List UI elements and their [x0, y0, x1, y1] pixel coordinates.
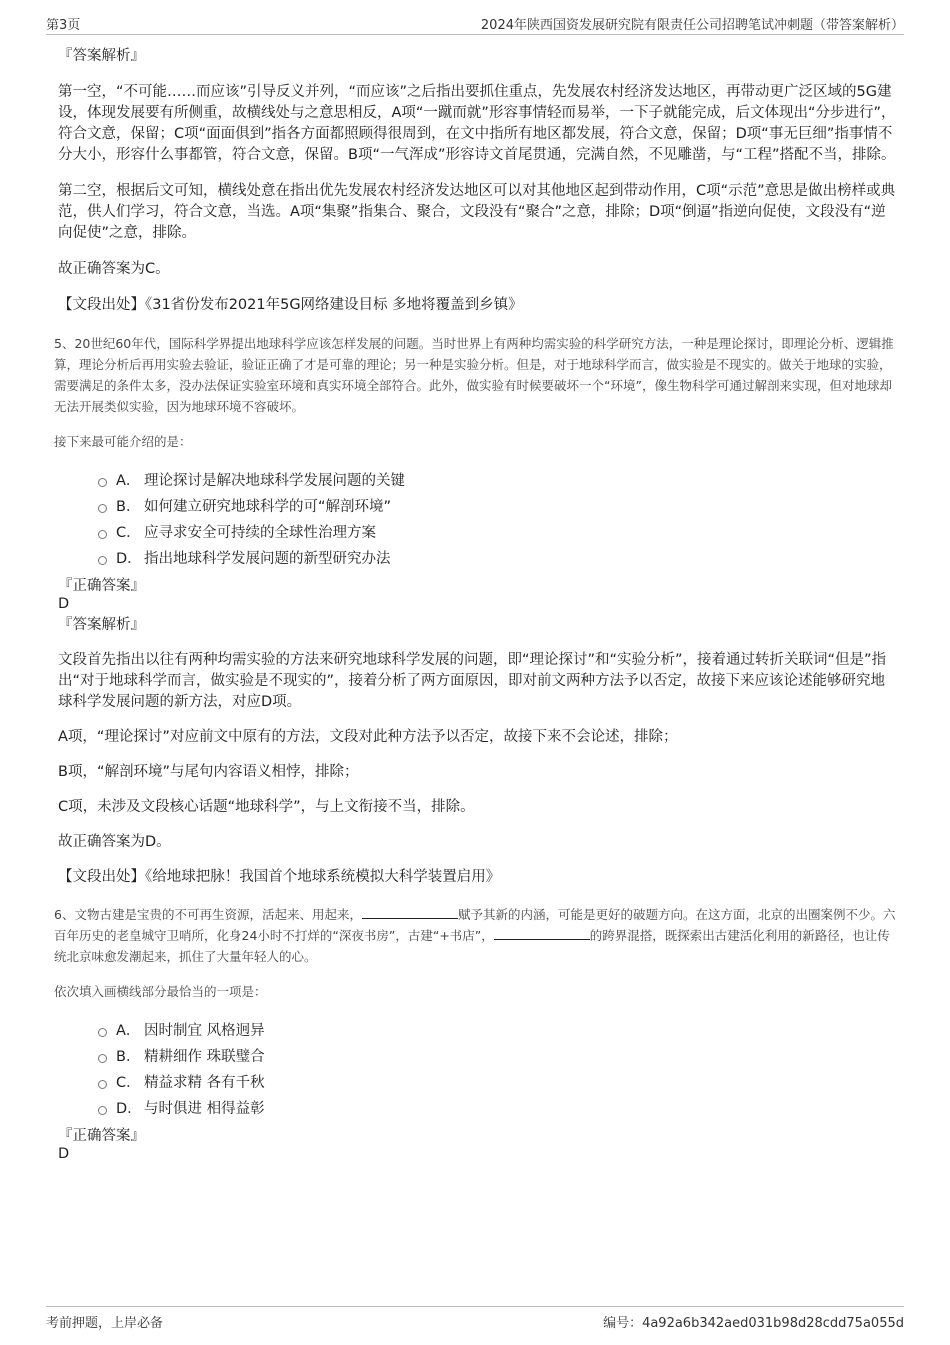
radio-icon[interactable] — [98, 1080, 107, 1089]
document-title: 2024年陕西国资发展研究院有限责任公司招聘笔试冲刺题（带答案解析） — [480, 18, 904, 33]
radio-icon[interactable] — [98, 1106, 107, 1115]
option-c[interactable]: C． 应寻求安全可持续的全球性治理方案 — [58, 520, 898, 546]
option-d[interactable]: D． 指出地球科学发展问题的新型研究办法 — [58, 546, 898, 572]
analysis-paragraph: 第二空，根据后文可知，横线处意在指出优先发展农村经济发达地区可以对其他地区起到带动作用，C项“示范”意思是做出榜样或典范，供人们学习，符合文意，当选。A项“集聚”指集合、聚合，文段没有“聚合”之意，排除；D项“倒逼”指逆向促使，文段没有“逆向促使”之意，排除。 — [58, 183, 896, 241]
answer-value: D — [58, 1146, 70, 1162]
answer-value: D — [58, 596, 70, 612]
fill-blank-2 — [494, 925, 590, 940]
analysis-paragraph: 第一空，“不可能……而应该”引导反义并列，“而应该”之后指出要抓住重点，先发展农村经济发达地区，再带动更广泛区域的5G建设，体现发展要有所侧重，故横线处与之意思相反，A项“一蹴而就”形容事情轻而易举，一下子就能完成，后文体现出“分步进行”，符合文意，保留；C项“面面俱到”指各方面都照顾得很周到，在文中指所有地区都发展，符合文意，保留；D项“事无巨细”指事情不分大小，形容什么事都管，符合文意，保留。B项“一气浑成”形容诗文首尾贯通，完满自然，不见雕凿，与“工程”搭配不当，排除。 — [58, 84, 896, 163]
source-citation: 【文段出处】《31省份发布2021年5G网络建设目标 多地将覆盖到乡镇》 — [58, 297, 523, 313]
question-prompt: 接下来最可能介绍的是： — [54, 434, 192, 449]
option-d[interactable]: D． 与时俱进 相得益彰 — [58, 1096, 898, 1122]
question-stem: 6、文物古建是宝贵的不可再生资源，活起来、用起来， 赋予其新的内涵，可能是更好的破题方向。在这方面，北京的出圈案例不少。六百年历史的老皇城守卫哨所，化身24小时不打烊的“深夜书房”，古建“+书店”， 的跨界混搭，既探索出古建活化利用的新路径，也让传统北京味愈发潮起来，抓住了大量年轻人的心。 — [54, 904, 898, 967]
analysis-paragraph: C项，未涉及文段核心话题“地球科学”，与上文衔接不当，排除。 — [58, 799, 475, 815]
option-list — [58, 1018, 898, 1122]
footer-slogan: 考前押题，上岸必备 — [46, 1316, 164, 1331]
option-a[interactable]: A． 理论探讨是解决地球科学发展问题的关键 — [58, 468, 898, 494]
option-list — [58, 468, 898, 572]
page-header — [46, 14, 904, 35]
radio-icon[interactable] — [98, 1028, 107, 1037]
question-stem: 5、20世纪60年代，国际科学界提出地球科学应该怎样发展的问题。当时世界上有两种均需实验的科学研究方法，一种是理论探讨，即理论分析、逻辑推算，理论分析后再用实验去验证，验证正确了才是可靠的理论；另一种是实验分析。但是，对于地球科学而言，做实验是不现实的。做关于地球的实验，需要满足的条件太多，没办法保证实验室环境和真实环境全部符合。此外，做实验有时候要破坏一个“环境”，像生物科学可通过解剖来实现，但对地球却无法开展类似实验，因为地球环境不容破坏。 — [54, 336, 894, 414]
option-b[interactable]: B． 精耕细作 珠联璧合 — [58, 1044, 898, 1070]
radio-icon[interactable] — [98, 530, 107, 539]
analysis-paragraph: 文段首先指出以往有两种均需实验的方法来研究地球科学发展的问题，即“理论探讨”和“实验分析”，接着通过转折关联词“但是”指出“对于地球科学而言，做实验是不现实的”，接着分析了两方面原因，即对前文两种方法予以否定，故接下来应该论述能够研究地球科学发展问题的新方法，对应D项。 — [58, 652, 887, 710]
document-id: 编号：4a92a6b342aed031b98d28cdd75a055d — [603, 1316, 904, 1331]
question-prompt: 依次填入画横线部分最恰当的一项是： — [54, 984, 267, 999]
analysis-label: 『答案解析』 — [58, 48, 145, 64]
radio-icon[interactable] — [98, 556, 107, 565]
radio-icon[interactable] — [98, 478, 107, 487]
fill-blank-1 — [362, 904, 458, 919]
source-citation: 【文段出处】《给地球把脉！我国首个地球系统模拟大科学装置启用》 — [58, 869, 501, 885]
page-number: 第3页 — [46, 18, 81, 33]
radio-icon[interactable] — [98, 1054, 107, 1063]
analysis-paragraph: B项，“解剖环境”与尾句内容语义相悖，排除； — [58, 764, 359, 780]
analysis-paragraph: A项，“理论探讨”对应前文中原有的方法，文段对此种方法予以否定，故接下来不会论述，排除； — [58, 729, 678, 745]
answer-label: 『正确答案』 — [58, 1128, 145, 1144]
radio-icon[interactable] — [98, 504, 107, 513]
option-a[interactable]: A． 因时制宜 风格迥异 — [58, 1018, 898, 1044]
answer-label: 『正确答案』 — [58, 578, 145, 594]
analysis-label: 『答案解析』 — [58, 617, 145, 633]
answer-conclusion: 故正确答案为C。 — [58, 261, 170, 277]
answer-conclusion: 故正确答案为D。 — [58, 834, 171, 850]
document-body — [54, 40, 898, 1165]
option-b[interactable]: B． 如何建立研究地球科学的可“解剖环境” — [58, 494, 898, 520]
option-c[interactable]: C． 精益求精 各有千秋 — [58, 1070, 898, 1096]
page-footer — [46, 1306, 904, 1331]
